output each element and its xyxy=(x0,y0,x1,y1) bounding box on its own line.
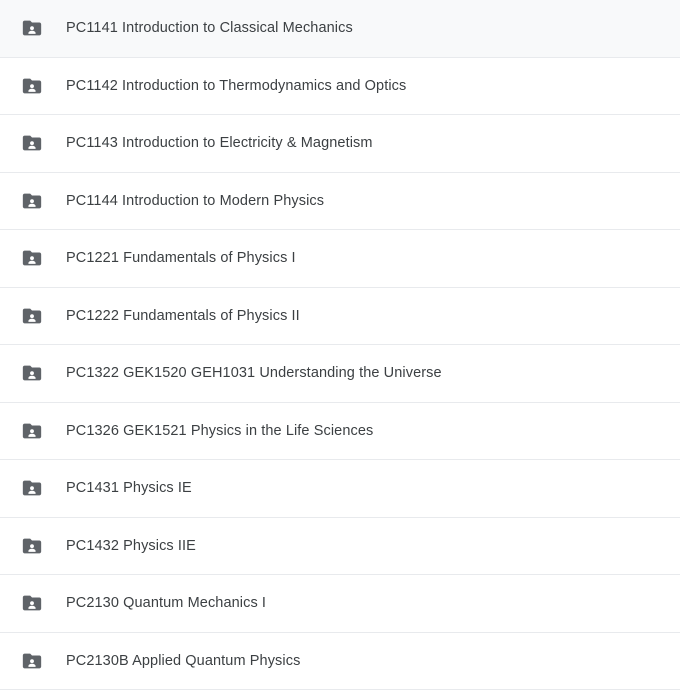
shared-folder-icon xyxy=(20,649,44,673)
list-item[interactable] xyxy=(0,230,680,288)
shared-folder-icon xyxy=(20,246,44,270)
list-item-label: PC1431 Physics IE xyxy=(66,478,192,498)
list-item-label: PC1432 Physics IIE xyxy=(66,536,196,556)
list-item[interactable] xyxy=(0,288,680,346)
list-item-label: PC1141 Introduction to Classical Mechanics xyxy=(66,18,353,38)
list-item-label: PC1142 Introduction to Thermodynamics and Optics xyxy=(66,76,406,96)
list-item-label: PC1221 Fundamentals of Physics I xyxy=(66,248,296,268)
list-item[interactable] xyxy=(0,0,680,58)
list-item-label: PC1144 Introduction to Modern Physics xyxy=(66,191,324,211)
list-item[interactable] xyxy=(0,403,680,461)
shared-folder-icon xyxy=(20,591,44,615)
list-item-label: PC2130 Quantum Mechanics I xyxy=(66,593,266,613)
list-item[interactable] xyxy=(0,633,680,690)
list-item-label: PC1143 Introduction to Electricity & Magnetism xyxy=(66,133,373,153)
shared-folder-icon xyxy=(20,476,44,500)
shared-folder-icon xyxy=(20,361,44,385)
list-item-label: PC1322 GEK1520 GEH1031 Understanding the Universe xyxy=(66,363,442,383)
shared-folder-icon xyxy=(20,16,44,40)
list-item-label: PC2130B Applied Quantum Physics xyxy=(66,651,300,671)
list-item[interactable] xyxy=(0,518,680,576)
list-item[interactable] xyxy=(0,345,680,403)
list-item[interactable] xyxy=(0,575,680,633)
list-item[interactable] xyxy=(0,58,680,116)
shared-folder-icon xyxy=(20,74,44,98)
list-item[interactable] xyxy=(0,115,680,173)
shared-folder-icon xyxy=(20,131,44,155)
shared-folder-icon xyxy=(20,304,44,328)
list-item-label: PC1326 GEK1521 Physics in the Life Sciences xyxy=(66,421,373,441)
shared-folder-icon xyxy=(20,189,44,213)
list-item[interactable] xyxy=(0,460,680,518)
shared-folder-icon xyxy=(20,419,44,443)
list-item[interactable] xyxy=(0,173,680,231)
list-item-label: PC1222 Fundamentals of Physics II xyxy=(66,306,300,326)
shared-folder-icon xyxy=(20,534,44,558)
